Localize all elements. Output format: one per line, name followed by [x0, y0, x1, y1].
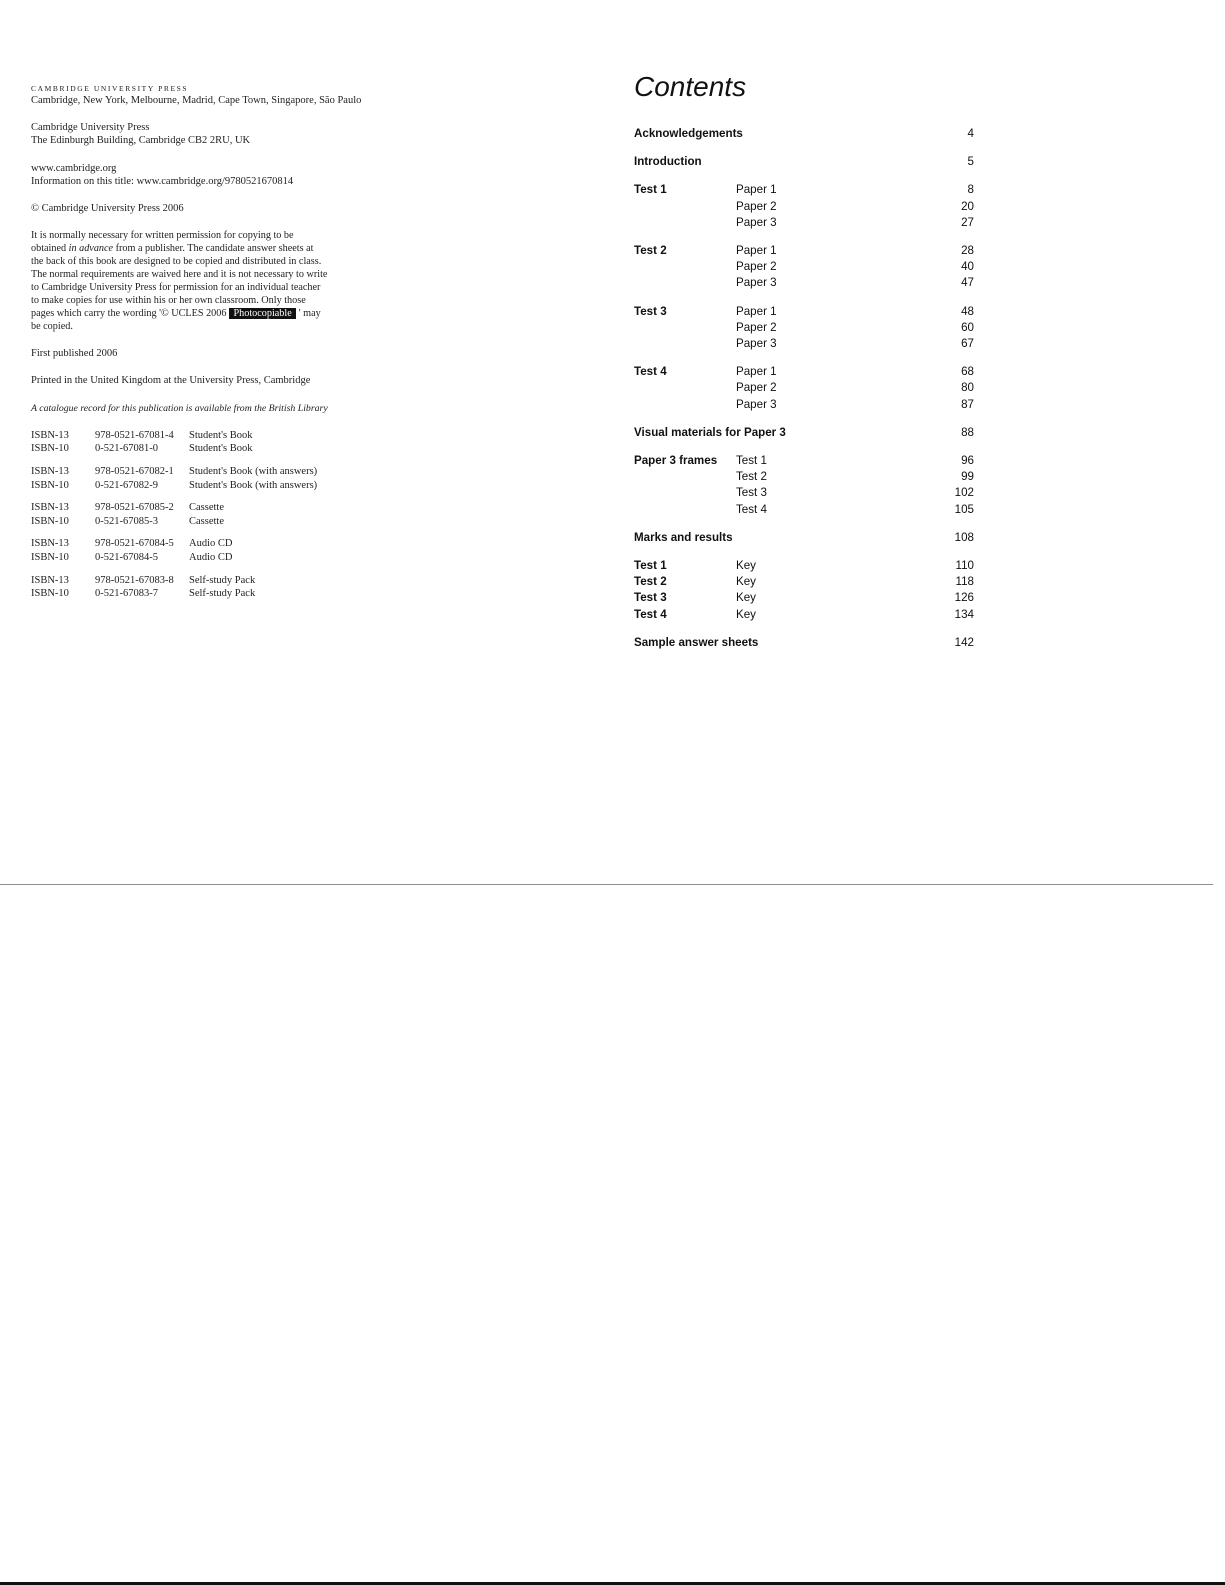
- isbn-row: [31, 587, 431, 601]
- isbn-number: 978-0521-67081-4: [95, 429, 174, 441]
- toc-entry[interactable]: [634, 154, 974, 170]
- isbn-row: [31, 465, 431, 479]
- frame-test-label: Test 4: [736, 502, 767, 516]
- address-block: [31, 121, 431, 147]
- test-section: [634, 182, 974, 231]
- permission-line: to make copies for use within his or her own classroom. Only those: [31, 295, 306, 307]
- permission-line: [31, 242, 431, 255]
- page-divider: [0, 884, 1213, 885]
- toc-entry[interactable]: [634, 469, 974, 485]
- isbn-row: [31, 551, 431, 565]
- page-number: 40: [961, 260, 974, 274]
- toc-entry[interactable]: [634, 259, 974, 275]
- frame-test-label: Test 1: [736, 454, 767, 468]
- page-number: 102: [954, 486, 974, 500]
- toc-entry[interactable]: [634, 364, 974, 380]
- page-number: 126: [954, 591, 974, 605]
- page-number: 48: [961, 304, 974, 318]
- frame-test-label: Test 3: [736, 486, 767, 500]
- isbn-description: Self-study Pack: [189, 574, 256, 586]
- isbn-description: Student's Book (with answers): [189, 466, 318, 478]
- isbn-label: ISBN-13: [31, 502, 69, 514]
- isbn-description: Cassette: [189, 502, 224, 514]
- toc-entry[interactable]: [634, 397, 974, 413]
- toc-entry[interactable]: [634, 530, 974, 546]
- toc-entry[interactable]: [634, 590, 974, 606]
- sample-sheets-section: [634, 635, 974, 651]
- isbn-description: Audio CD: [189, 551, 233, 563]
- toc-entry[interactable]: [634, 275, 974, 291]
- catalogue-notice: A catalogue record for this publication is available from the British Library: [31, 402, 328, 414]
- test-label: [634, 275, 736, 291]
- permission-line: the back of this book are designed to be copied and distributed in class.: [31, 256, 322, 268]
- title-info-link[interactable]: Information on this title: www.cambridge.org/9780521670814: [31, 175, 294, 187]
- test-section: [634, 304, 974, 353]
- permission-text: from a publisher. The candidate answer sheets at: [113, 243, 314, 255]
- isbn-row: [31, 537, 431, 551]
- key-label: Key: [736, 591, 756, 605]
- toc-entry[interactable]: [634, 304, 974, 320]
- copyright-notice: © Cambridge University Press 2006: [31, 203, 184, 215]
- toc-entry[interactable]: [634, 182, 974, 198]
- test-label: [634, 380, 736, 396]
- permission-line: It is normally necessary for written permission for copying to be: [31, 230, 294, 242]
- isbn-label: ISBN-10: [31, 551, 69, 563]
- toc-entry[interactable]: [634, 453, 974, 469]
- printed-notice: Printed in the United Kingdom at the University Press, Cambridge: [31, 375, 311, 387]
- isbn-row: [31, 442, 431, 456]
- isbn-description: Self-study Pack: [189, 588, 256, 600]
- introduction-label: Introduction: [634, 155, 702, 169]
- toc-entry[interactable]: [634, 243, 974, 259]
- acknowledgements-label: Acknowledgements: [634, 127, 743, 140]
- page-number: 5: [967, 155, 974, 169]
- test-label: Test 3: [634, 591, 667, 605]
- isbn-row: [31, 429, 431, 443]
- isbn-label: ISBN-10: [31, 479, 69, 491]
- page-number: 108: [954, 530, 974, 544]
- toc-entry[interactable]: [634, 558, 974, 574]
- publisher-cities: Cambridge, New York, Melbourne, Madrid, Cape Town, Singapore, São Paulo: [31, 95, 362, 106]
- permission-text: obtained: [31, 243, 69, 255]
- frames-label: [634, 469, 736, 485]
- isbn-row: [31, 479, 431, 493]
- page-number: 60: [961, 320, 974, 334]
- paper-label: Paper 3: [736, 397, 777, 411]
- page-number: 118: [955, 575, 974, 589]
- paper-label: Paper 3: [736, 337, 777, 351]
- isbn-number: 978-0521-67084-5: [95, 538, 174, 550]
- isbn-label: ISBN-13: [31, 429, 69, 441]
- copyright-page: [31, 84, 431, 610]
- publisher-name: CAMBRIDGE UNIVERSITY PRESS: [31, 84, 189, 93]
- paper-label: Paper 3: [736, 215, 777, 229]
- isbn-row: [31, 574, 431, 588]
- page-number: 8: [967, 183, 974, 197]
- page-number: 134: [954, 607, 974, 621]
- isbn-number: 978-0521-67083-8: [95, 574, 174, 586]
- isbn-group: [31, 574, 431, 601]
- isbn-number: 978-0521-67085-2: [95, 502, 174, 514]
- isbn-row: [31, 515, 431, 529]
- paper-label: Paper 1: [736, 304, 777, 318]
- website-link[interactable]: www.cambridge.org: [31, 162, 117, 174]
- isbn-row: [31, 501, 431, 515]
- isbn-number: 978-0521-67082-1: [95, 466, 174, 478]
- test-label: Test 4: [634, 365, 667, 379]
- paper-label: Paper 1: [736, 365, 777, 379]
- test-label: [634, 336, 736, 352]
- marks-results-label: Marks and results: [634, 530, 733, 544]
- page-number: 88: [961, 425, 974, 439]
- isbn-group: [31, 537, 431, 564]
- paper-label: Paper 2: [736, 381, 777, 395]
- page-number: 27: [961, 215, 974, 229]
- test-label: Test 2: [634, 244, 667, 258]
- isbn-description: Student's Book (with answers): [189, 479, 318, 491]
- test-label: Test 1: [634, 559, 667, 573]
- contents-page: [634, 70, 974, 663]
- test-label: Test 4: [634, 607, 667, 621]
- toc-entry[interactable]: [634, 574, 974, 590]
- test-label: Test 3: [634, 304, 667, 318]
- permission-line: be copied.: [31, 321, 73, 333]
- test-label: [634, 259, 736, 275]
- keys-section: [634, 558, 974, 623]
- isbn-description: Cassette: [189, 515, 224, 527]
- page-number: 142: [954, 635, 974, 649]
- toc-entry[interactable]: [634, 635, 974, 651]
- test-label: [634, 397, 736, 413]
- frame-test-label: Test 2: [736, 470, 767, 484]
- test-section: [634, 364, 974, 413]
- page-number: 96: [961, 454, 974, 468]
- paper-label: Paper 2: [736, 199, 777, 213]
- paper-label: Paper 1: [736, 183, 777, 197]
- toc-entry[interactable]: [634, 485, 974, 501]
- isbn-number: 0-521-67085-3: [95, 515, 158, 527]
- page-number: 80: [961, 381, 974, 395]
- test-label: [634, 199, 736, 215]
- first-published: First published 2006: [31, 348, 118, 360]
- toc-entry[interactable]: [634, 336, 974, 352]
- isbn-description: Student's Book: [189, 429, 253, 441]
- frames-label: [634, 485, 736, 501]
- isbn-group: [31, 501, 431, 528]
- isbn-description: Student's Book: [189, 443, 253, 455]
- address-building: The Edinburgh Building, Cambridge CB2 2RU, UK: [31, 135, 251, 147]
- page-number: 4: [967, 127, 974, 140]
- frames-label: Paper 3 frames: [634, 454, 718, 468]
- toc-entry[interactable]: [634, 215, 974, 231]
- toc-entry[interactable]: [634, 126, 974, 142]
- sample-sheets-label: Sample answer sheets: [634, 635, 759, 649]
- permission-text: ' may: [298, 308, 321, 320]
- permission-line: The normal requirements are waived here and it is not necessary to write: [31, 269, 328, 281]
- test-section: [634, 243, 974, 292]
- paper-label: Paper 3: [736, 276, 777, 290]
- paper-label: Paper 2: [736, 260, 777, 274]
- key-label: Key: [736, 575, 756, 589]
- isbn-label: ISBN-10: [31, 443, 69, 455]
- toc-entry[interactable]: [634, 199, 974, 215]
- marks-results-section: [634, 530, 974, 546]
- paper3-frames-section: [634, 453, 974, 518]
- toc-entry[interactable]: [634, 320, 974, 336]
- page-title: Contents: [634, 71, 747, 102]
- isbn-number: 0-521-67083-7: [95, 588, 158, 600]
- page-number: 47: [961, 276, 974, 290]
- isbn-number: 0-521-67084-5: [95, 551, 158, 563]
- isbn-list: [31, 429, 431, 601]
- publisher-block: [31, 84, 431, 107]
- permission-line: [31, 307, 431, 320]
- visual-materials-label: Visual materials for Paper 3: [634, 425, 786, 439]
- toc-entry[interactable]: [634, 607, 974, 623]
- isbn-label: ISBN-10: [31, 588, 69, 600]
- isbn-label: ISBN-13: [31, 466, 69, 478]
- permission-notice: [31, 229, 431, 333]
- permission-text: pages which carry the wording '© UCLES 2006: [31, 308, 227, 320]
- isbn-label: ISBN-10: [31, 515, 69, 527]
- isbn-number: 0-521-67081-0: [95, 443, 158, 455]
- page-number: 99: [961, 470, 974, 484]
- toc-entry[interactable]: [634, 425, 974, 441]
- toc-entry[interactable]: [634, 502, 974, 518]
- isbn-description: Audio CD: [189, 538, 233, 550]
- page-number: 68: [961, 365, 974, 379]
- isbn-label: ISBN-13: [31, 538, 69, 550]
- paper-label: Paper 2: [736, 320, 777, 334]
- key-label: Key: [736, 607, 756, 621]
- permission-line: to Cambridge University Press for permission for an individual teacher: [31, 282, 321, 294]
- isbn-number: 0-521-67082-9: [95, 479, 158, 491]
- table-of-contents: [634, 126, 974, 651]
- address-name: Cambridge University Press: [31, 122, 150, 134]
- test-label: [634, 215, 736, 231]
- isbn-group: [31, 465, 431, 492]
- isbn-group: [31, 429, 431, 456]
- page-number: 20: [961, 199, 974, 213]
- test-label: [634, 320, 736, 336]
- page-number: 105: [954, 502, 974, 516]
- page-number: 87: [961, 397, 974, 411]
- permission-emphasis: in advance: [68, 243, 114, 255]
- frames-label: [634, 502, 736, 518]
- page-number: 28: [961, 244, 974, 258]
- acknowledgements-section: [634, 126, 974, 142]
- key-label: Key: [736, 559, 756, 573]
- page-number: 110: [955, 559, 974, 573]
- test-label: Test 2: [634, 575, 667, 589]
- visual-materials-section: [634, 425, 974, 441]
- photocopiable-badge: Photocopiable: [229, 308, 295, 319]
- isbn-label: ISBN-13: [31, 574, 69, 586]
- test-label: Test 1: [634, 183, 667, 197]
- introduction-section: [634, 154, 974, 170]
- web-block: [31, 162, 431, 188]
- toc-entry[interactable]: [634, 380, 974, 396]
- paper-label: Paper 1: [736, 244, 777, 258]
- page-number: 67: [961, 337, 974, 351]
